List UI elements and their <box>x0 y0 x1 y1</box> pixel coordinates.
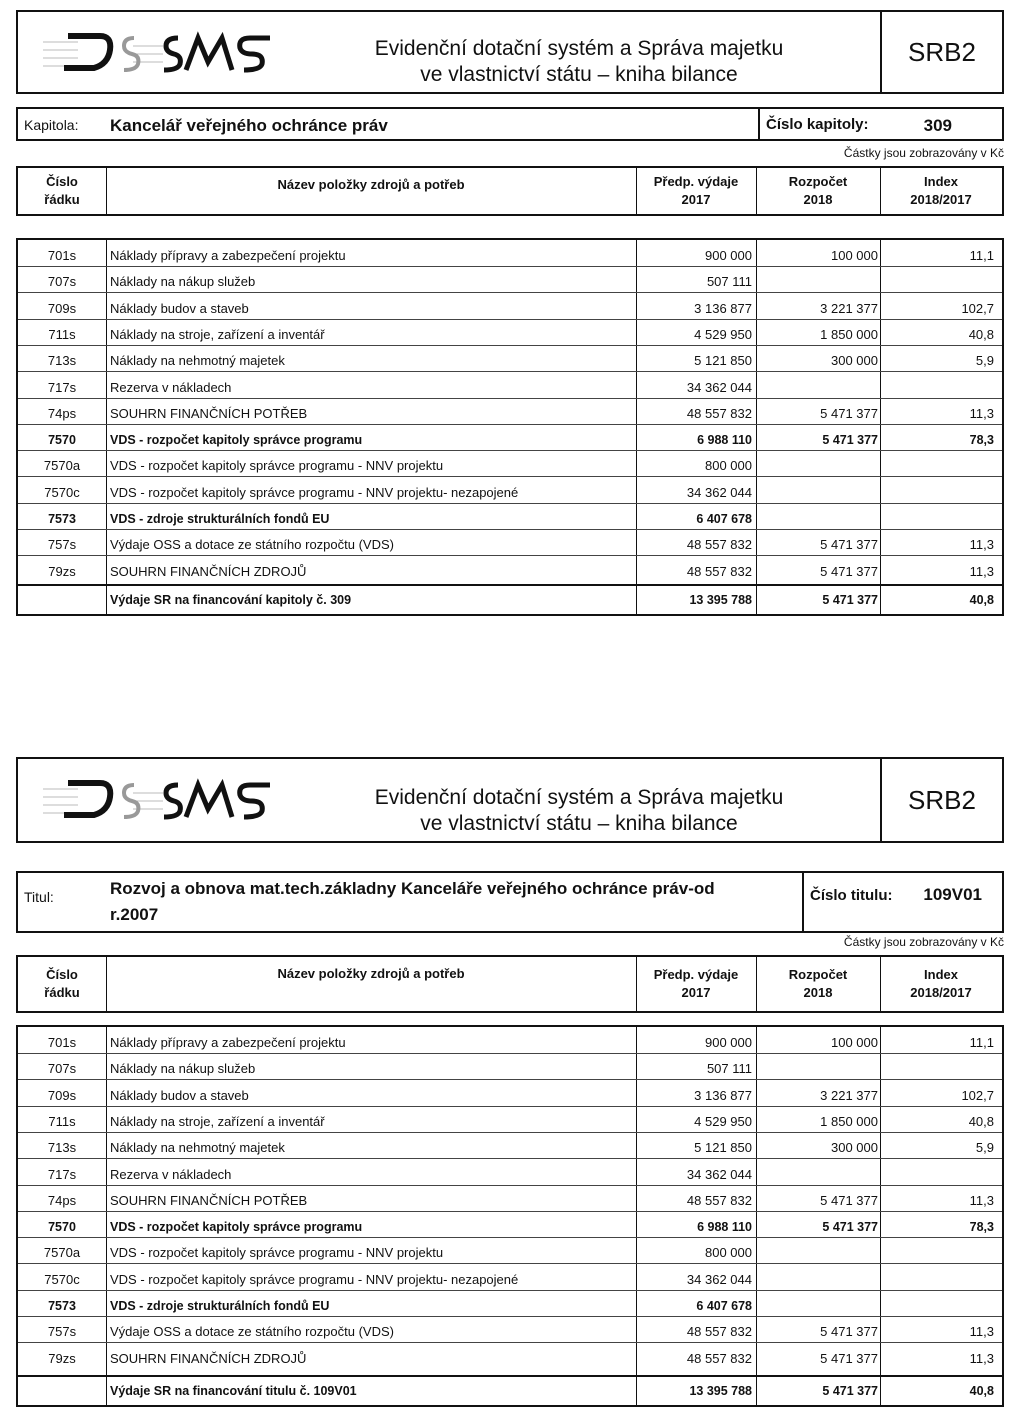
units-note: Částky jsou zobrazovány v Kč <box>843 935 1004 949</box>
col-item-name: Název položky zdrojů a potřeb <box>277 177 465 192</box>
row-name: Náklady budov a staveb <box>110 300 249 316</box>
budget-table <box>16 1025 1004 1407</box>
row-code: 717s <box>47 379 77 395</box>
total-prev: 13 395 788 <box>689 1384 752 1398</box>
title-line-1: Evidenční dotační systém a Správa majetku <box>374 786 784 809</box>
row-index: 11,1 <box>969 248 994 263</box>
row-prev: 4 529 950 <box>694 1113 752 1129</box>
row-index: 11,3 <box>969 405 994 421</box>
row-name: VDS - rozpočet kapitoly správce programu - NNV projektu- nezapojené <box>110 484 519 500</box>
row-budget <box>758 1159 878 1185</box>
row-code: 7573 <box>48 1299 76 1313</box>
col-budget: Rozpočet 2018 <box>788 967 848 1000</box>
row-budget: 100 000 <box>831 1035 878 1050</box>
row-budget: 1 850 000 <box>820 326 878 342</box>
row-index <box>884 450 994 476</box>
row-index: 11,3 <box>969 1324 994 1340</box>
row-budget: 1 850 000 <box>820 1113 878 1129</box>
report-code: SRB2 <box>880 759 1002 841</box>
row-code: 7570 <box>48 433 76 448</box>
row-code: 7570a <box>43 458 81 474</box>
row-prev: 900 000 <box>705 248 752 263</box>
row-budget <box>758 266 878 292</box>
total-index: 40,8 <box>969 593 994 607</box>
table-row <box>18 1080 1002 1107</box>
row-code: 701s <box>47 248 77 263</box>
row-code: 757s <box>47 537 77 553</box>
row-index: 11,3 <box>969 563 994 579</box>
row-name: Náklady přípravy a zabezpečení projektu <box>110 1035 346 1050</box>
row-code: 7570 <box>48 1220 76 1235</box>
row-budget: 300 000 <box>831 353 878 369</box>
row-name: Náklady na nákup služeb <box>110 1061 256 1077</box>
row-index: 11,3 <box>969 537 994 553</box>
row-budget <box>758 1290 878 1316</box>
row-index: 5,9 <box>975 1140 994 1156</box>
row-code: 74ps <box>47 405 77 421</box>
row-name: Náklady na nehmotný majetek <box>110 1140 285 1156</box>
row-index: 78,3 <box>969 1220 994 1235</box>
table-row <box>18 1343 1002 1369</box>
row-index: 102,7 <box>961 1087 994 1103</box>
table-row <box>18 1053 1002 1080</box>
row-name: VDS - rozpočet kapitoly správce programu <box>110 433 363 448</box>
row-budget: 5 471 377 <box>822 433 878 448</box>
row-prev: 48 557 832 <box>686 1350 752 1366</box>
row-budget: 5 471 377 <box>820 405 878 421</box>
chapter-name: Kancelář veřejného ochránce práv <box>110 116 388 135</box>
row-prev: 3 136 877 <box>694 1087 752 1103</box>
row-budget: 5 471 377 <box>820 1192 878 1208</box>
row-index <box>884 503 994 529</box>
table-row <box>18 503 1002 530</box>
row-index: 11,3 <box>969 1192 994 1208</box>
report-title <box>288 36 870 88</box>
total-budget: 5 471 377 <box>822 1384 878 1398</box>
col-item-name: Název položky zdrojů a potřeb <box>277 966 465 981</box>
row-index <box>884 1290 994 1316</box>
column-headers <box>16 955 1004 1013</box>
table-row <box>18 1132 1002 1159</box>
row-budget <box>758 1264 878 1290</box>
row-prev: 5 121 850 <box>694 1140 752 1156</box>
table-row <box>18 240 1002 267</box>
row-code: 79zs <box>48 563 76 579</box>
row-name: Náklady na nákup služeb <box>110 274 256 290</box>
col-row-number: Číslo řádku <box>44 967 80 1000</box>
row-budget <box>758 372 878 398</box>
row-name: VDS - zdroje strukturálních fondů EU <box>110 512 330 526</box>
eds-sms-logo <box>38 24 288 84</box>
table-row <box>18 1159 1002 1186</box>
row-budget <box>758 1237 878 1263</box>
row-name: Náklady přípravy a zabezpečení projektu <box>110 248 346 263</box>
row-index: 40,8 <box>968 1113 994 1129</box>
row-code: 709s <box>47 300 77 316</box>
budget-table <box>16 238 1004 616</box>
row-prev: 507 111 <box>706 274 752 290</box>
report-header <box>16 10 1004 94</box>
row-code: 74ps <box>47 1192 77 1208</box>
row-prev: 34 362 044 <box>686 1166 752 1182</box>
chapter-number-box <box>758 109 1002 139</box>
col-index: Index 2018/2017 <box>910 967 972 1000</box>
chapter-number-value: 309 <box>923 116 952 135</box>
col-row-number: Číslo řádku <box>44 174 80 207</box>
row-name: Náklady na nehmotný majetek <box>110 353 285 369</box>
row-prev: 6 407 678 <box>696 512 752 526</box>
total-row <box>18 1375 1002 1405</box>
total-label: Výdaje SR na financování kapitoly č. 309 <box>110 593 352 607</box>
total-budget: 5 471 377 <box>822 593 878 607</box>
row-budget: 5 471 377 <box>820 1350 878 1366</box>
report-header <box>16 757 1004 843</box>
row-budget <box>758 1053 878 1079</box>
table-row <box>18 1027 1002 1054</box>
row-name: SOUHRN FINANČNÍCH ZDROJŮ <box>110 563 307 579</box>
title-line-1: Evidenční dotační systém a Správa majetku <box>374 37 784 60</box>
row-code: 7573 <box>48 512 76 526</box>
row-code: 79zs <box>48 1350 76 1366</box>
row-prev: 48 557 832 <box>686 563 752 579</box>
row-budget: 100 000 <box>831 248 878 263</box>
row-code: 707s <box>47 274 77 290</box>
row-name: Výdaje OSS a dotace ze státního rozpočtu (VDS) <box>110 537 394 553</box>
row-index <box>884 372 994 398</box>
title-number-box <box>802 873 1002 931</box>
table-row <box>18 1264 1002 1291</box>
row-name: VDS - rozpočet kapitoly správce programu - NNV projektu- nezapojené <box>110 1271 519 1287</box>
row-index <box>884 1053 994 1079</box>
row-prev: 48 557 832 <box>686 405 752 421</box>
total-index: 40,8 <box>969 1384 994 1398</box>
table-row <box>18 1290 1002 1317</box>
row-prev: 3 136 877 <box>694 300 752 316</box>
row-name: VDS - rozpočet kapitoly správce programu <box>110 1220 363 1235</box>
table-row <box>18 266 1002 293</box>
row-budget: 5 471 377 <box>820 563 878 579</box>
row-index: 11,3 <box>969 1350 994 1366</box>
row-code: 707s <box>47 1061 77 1077</box>
row-code: 713s <box>47 353 77 369</box>
row-budget <box>758 503 878 529</box>
row-prev: 6 407 678 <box>696 1299 752 1313</box>
row-name: Náklady na stroje, zařízení a inventář <box>110 1113 325 1129</box>
title-line-2: ve vlastnictví státu – kniha bilance <box>420 63 738 86</box>
col-prev-expenses: Předp. výdaje 2017 <box>653 174 739 207</box>
row-prev: 34 362 044 <box>686 1271 752 1287</box>
row-name: VDS - rozpočet kapitoly správce programu - NNV projektu <box>110 1245 444 1261</box>
table-row <box>18 1237 1002 1264</box>
table-row <box>18 477 1002 504</box>
table-row <box>18 556 1002 582</box>
title-number-label: Číslo titulu: <box>810 887 893 904</box>
row-prev: 5 121 850 <box>694 353 752 369</box>
title-name: Rozvoj a obnova mat.tech.základny Kanceláře veřejného ochránce práv-od <box>110 879 715 898</box>
row-index: 11,1 <box>969 1035 994 1050</box>
row-code: 709s <box>47 1087 77 1103</box>
row-name: SOUHRN FINANČNÍCH POTŘEB <box>110 1192 308 1208</box>
col-budget: Rozpočet 2018 <box>788 174 848 207</box>
table-row <box>18 424 1002 451</box>
table-row <box>18 398 1002 425</box>
table-row <box>18 529 1002 556</box>
table-row <box>18 1106 1002 1133</box>
row-budget <box>758 450 878 476</box>
total-label: Výdaje SR na financování titulu č. 109V01 <box>110 1384 357 1398</box>
units-note: Částky jsou zobrazovány v Kč <box>843 146 1004 160</box>
row-prev: 800 000 <box>705 458 752 474</box>
chapter-label: Kapitola: <box>24 117 79 133</box>
table-row <box>18 319 1002 346</box>
row-code: 757s <box>47 1324 77 1340</box>
table-row <box>18 1211 1002 1238</box>
row-code: 711s <box>48 326 76 342</box>
row-prev: 800 000 <box>705 1245 752 1261</box>
col-index: Index 2018/2017 <box>910 174 972 207</box>
table-row <box>18 293 1002 320</box>
row-prev: 48 557 832 <box>686 537 752 553</box>
title-label: Titul: <box>24 889 54 905</box>
row-prev: 48 557 832 <box>686 1324 752 1340</box>
row-index <box>884 266 994 292</box>
row-prev: 34 362 044 <box>686 484 752 500</box>
title-line-2: ve vlastnictví státu – kniha bilance <box>420 812 738 835</box>
row-prev: 34 362 044 <box>686 379 752 395</box>
row-index: 78,3 <box>969 433 994 448</box>
table-row <box>18 372 1002 399</box>
row-prev: 900 000 <box>705 1035 752 1050</box>
title-number-value: 109V01 <box>923 885 982 904</box>
row-code: 711s <box>48 1113 76 1129</box>
eds-sms-logo <box>38 771 288 831</box>
row-prev: 4 529 950 <box>694 326 752 342</box>
row-name: SOUHRN FINANČNÍCH POTŘEB <box>110 405 308 421</box>
chapter-info <box>16 107 1004 141</box>
row-name: VDS - zdroje strukturálních fondů EU <box>110 1299 330 1313</box>
table-row <box>18 450 1002 477</box>
row-index: 102,7 <box>961 300 994 316</box>
row-budget: 5 471 377 <box>820 537 878 553</box>
table-row <box>18 345 1002 372</box>
table-row <box>18 1185 1002 1212</box>
title-info <box>16 871 1004 933</box>
report-code: SRB2 <box>880 12 1002 92</box>
row-index <box>884 1237 994 1263</box>
title-name-line-2: r.2007 <box>110 905 159 924</box>
row-prev: 48 557 832 <box>686 1192 752 1208</box>
row-budget <box>758 477 878 503</box>
row-name: Náklady na stroje, zařízení a inventář <box>110 326 325 342</box>
row-code: 7570c <box>44 484 80 500</box>
row-name: SOUHRN FINANČNÍCH ZDROJŮ <box>110 1350 307 1366</box>
row-budget: 5 471 377 <box>822 1220 878 1235</box>
report-title <box>288 785 870 837</box>
row-index <box>884 477 994 503</box>
row-index: 5,9 <box>975 353 994 369</box>
row-code: 7570c <box>44 1271 80 1287</box>
chapter-number-label: Číslo kapitoly: <box>766 116 869 133</box>
row-index <box>884 1159 994 1185</box>
total-prev: 13 395 788 <box>689 593 752 607</box>
row-name: VDS - rozpočet kapitoly správce programu - NNV projektu <box>110 458 444 474</box>
row-index: 40,8 <box>968 326 994 342</box>
row-budget: 300 000 <box>831 1140 878 1156</box>
row-name: Náklady budov a staveb <box>110 1087 249 1103</box>
row-code: 701s <box>47 1035 77 1050</box>
row-code: 7570a <box>43 1245 81 1261</box>
row-budget: 3 221 377 <box>820 300 878 316</box>
table-row <box>18 1316 1002 1343</box>
column-headers <box>16 166 1004 216</box>
row-index <box>884 1264 994 1290</box>
total-row <box>18 584 1002 614</box>
row-prev: 6 988 110 <box>697 1220 752 1235</box>
row-budget: 3 221 377 <box>820 1087 878 1103</box>
row-prev: 507 111 <box>706 1061 752 1077</box>
col-prev-expenses: Předp. výdaje 2017 <box>653 967 739 1000</box>
row-budget: 5 471 377 <box>820 1324 878 1340</box>
row-prev: 6 988 110 <box>697 433 752 448</box>
row-name: Výdaje OSS a dotace ze státního rozpočtu (VDS) <box>110 1324 394 1340</box>
row-code: 717s <box>47 1166 77 1182</box>
row-name: Rezerva v nákladech <box>110 379 232 395</box>
row-name: Rezerva v nákladech <box>110 1166 232 1182</box>
row-code: 713s <box>47 1140 77 1156</box>
